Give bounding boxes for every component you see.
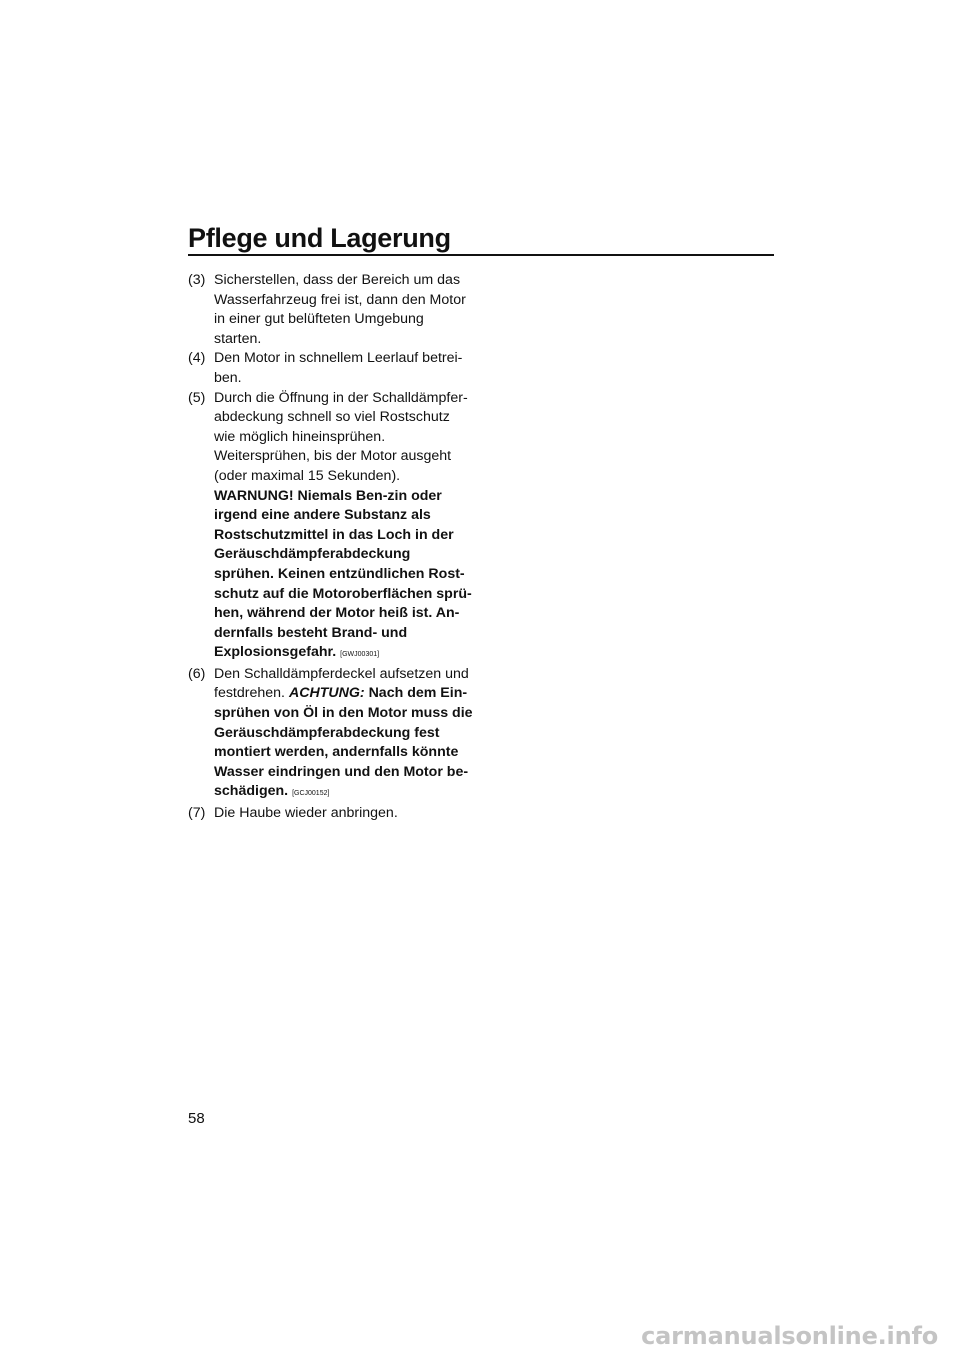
step-7 (188, 804, 473, 824)
step-text: Sicherstellen, dass der Bereich um das Wasserfahrzeug frei ist, dann den Motor in einer gut belüfteten Umgebung starten. (214, 272, 466, 347)
step-list (188, 271, 473, 824)
step-6 (188, 665, 473, 804)
step-number: (5) (188, 389, 206, 406)
page-title: Pflege und Lagerung (188, 223, 451, 253)
step-3 (188, 271, 473, 349)
step-text: Die Haube wieder anbringen. (214, 805, 398, 822)
step-body (214, 389, 473, 665)
warning-reference-code: [GWJ00301] (340, 651, 380, 659)
step-number: (7) (188, 805, 206, 822)
step-4 (188, 349, 473, 388)
step-number: (4) (188, 350, 206, 367)
step-body (214, 665, 473, 804)
watermark: carmanualsonline.info (641, 1322, 938, 1350)
title-rule (188, 254, 774, 256)
caution-label: ACHTUNG: (288, 685, 365, 702)
step-text: Den Schalldämpferdeckel aufsetzen und festdrehen. (214, 665, 469, 702)
step-number: (6) (188, 665, 206, 682)
warning-text: WARNUNG! Niemals Ben-zin oder irgend eine andere Substanz als Rostschutzmittel in das Loch in der Geräuschdämpferabdeckung sprühen. Keinen entzündlichen Rost-schutz auf die Motoroberflächen sprü-hen, während der Motor heiß ist. An-dernfalls besteht Brand- und Explosionsgefahr. (214, 487, 472, 661)
page-number: 58 (188, 1110, 205, 1127)
caution-reference-code: [GCJ00152] (292, 790, 330, 798)
step-5 (188, 389, 473, 665)
step-text: Den Motor in schnellem Leerlauf betrei-ben. (214, 350, 463, 386)
step-text: Durch die Öffnung in der Schalldämpfer-abdeckung schnell so viel Rostschutz wie möglich hineinsprühen. Weitersprühen, bis der Motor ausgeht (oder maximal 15 Sekunden). (214, 389, 468, 484)
caution-text: Nach dem Ein-sprühen von Öl in den Motor muss die Geräuschdämpferabdeckung fest montiert werden, andernfalls könnte Wasser eindringen und den Motor be-schädigen. (214, 685, 473, 800)
step-number: (3) (188, 272, 206, 288)
